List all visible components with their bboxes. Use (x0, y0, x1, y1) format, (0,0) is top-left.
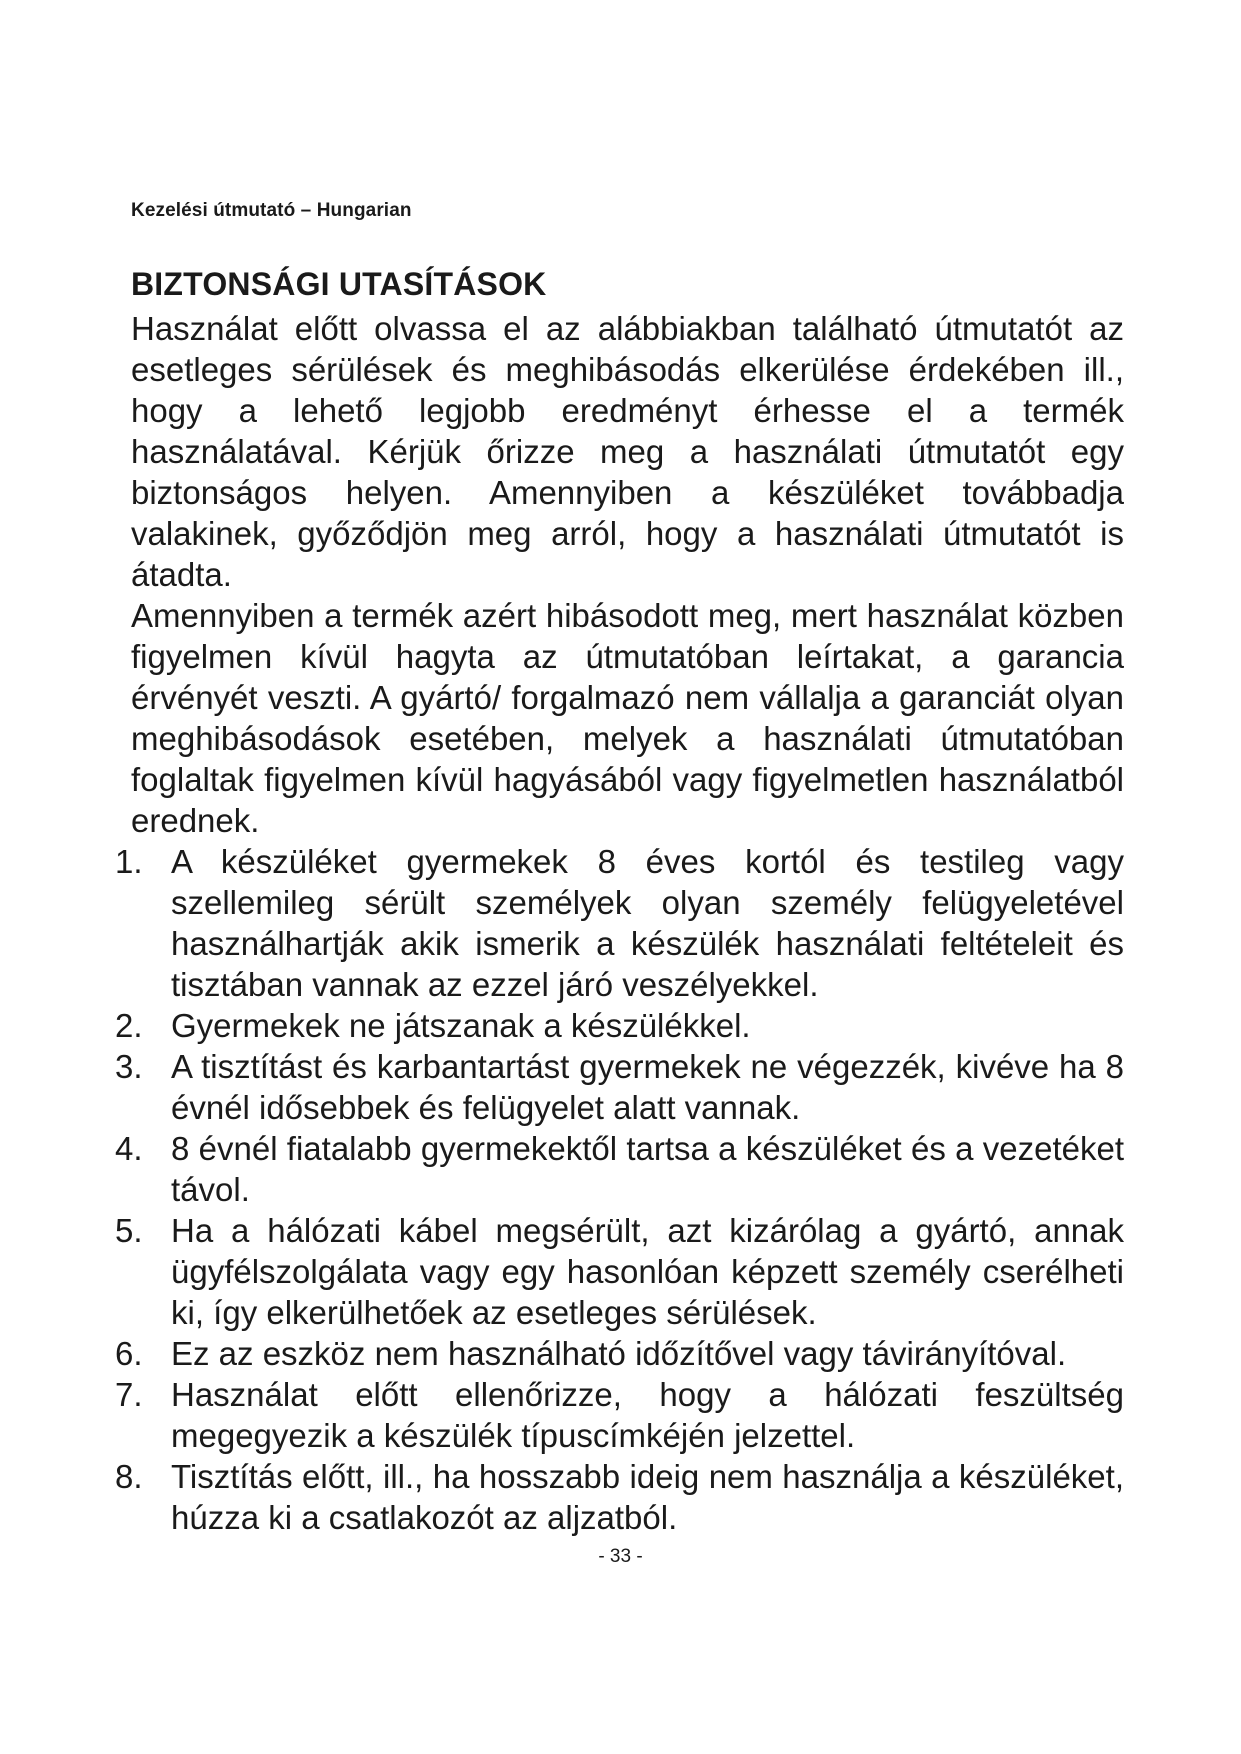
list-item-number: 3. (115, 1048, 143, 1085)
list-item (115, 1128, 1124, 1210)
list-item (115, 1046, 1124, 1128)
list-item (115, 1374, 1124, 1456)
list-item-text: Ha a hálózati kábel megsérült, azt kizárólag a gyártó, annak ügyfélszolgálata vagy egy hasonlóan képzett személy cserélheti ki, így elkerülhetőek az esetleges sérülések. (171, 1212, 1124, 1331)
list-item-text: Használat előtt ellenőrizze, hogy a hálózati feszültség megegyezik a készülék típuscímkéjén jelzettel. (171, 1376, 1124, 1454)
running-header: Kezelési útmutató – Hungarian (131, 200, 412, 221)
intro-paragraph: Amennyiben a termék azért hibásodott meg, mert használat közben figyelmen kívül hagyta az útmutatóban leírtakat, a garancia érvényét veszti. A gyártó/ forgalmazó nem vállalja a garanciát olyan meghibásodások esetében, melyek a használati útmutatóban foglaltak figyelmen kívül hagyásából vagy figyelmetlen használatból erednek. (131, 597, 1124, 839)
list-item (115, 841, 1124, 1005)
list-item-number: 2. (115, 1007, 143, 1044)
page-number: - 33 - (598, 1546, 643, 1567)
section-body (115, 308, 1124, 1538)
list-item-number: 8. (115, 1458, 143, 1495)
section-title: BIZTONSÁGI UTASÍTÁSOK (131, 266, 547, 302)
list-item-text: Tisztítás előtt, ill., ha hosszabb ideig nem használja a készüléket, húzza ki a csatlakozót az aljzatból. (171, 1458, 1124, 1536)
list-item (115, 1456, 1124, 1538)
list-item-number: 4. (115, 1130, 143, 1167)
list-item-text: Ez az eszköz nem használható időzítővel vagy távirányítóval. (171, 1335, 1067, 1372)
list-item-text: A készüléket gyermekek 8 éves kortól és testileg vagy szellemileg sérült személyek olyan személy felügyeletével használhartják akik ismerik a készülék használati feltételeit és tisztában vannak az ezzel járó veszélyekkel. (171, 843, 1124, 1003)
list-item (115, 1005, 1124, 1046)
list-item-text: A tisztítást és karbantartást gyermekek ne végezzék, kivéve ha 8 évnél idősebbek és felügyelet alatt vannak. (171, 1048, 1124, 1126)
list-item-number: 5. (115, 1212, 143, 1249)
list-item-number: 6. (115, 1335, 143, 1372)
list-item-number: 1. (115, 843, 143, 880)
safety-instructions-list (115, 841, 1124, 1538)
list-item-text: Gyermekek ne játszanak a készülékkel. (171, 1007, 751, 1044)
list-item (115, 1210, 1124, 1333)
list-item (115, 1333, 1124, 1374)
list-item-text: 8 évnél fiatalabb gyermekektől tartsa a készüléket és a vezetéket távol. (171, 1130, 1124, 1208)
list-item-number: 7. (115, 1376, 143, 1413)
intro-paragraph: Használat előtt olvassa el az alábbiakban található útmutatót az esetleges sérülések és meghibásodás elkerülése érdekében ill., hogy a lehető legjobb eredményt érhesse el a termék használatával. Kérjük őrizze meg a használati útmutatót egy biztonságos helyen. Amennyiben a készüléket továbbadja valakinek, győződjön meg arról, hogy a használati útmutatót is átadta. (131, 310, 1124, 593)
